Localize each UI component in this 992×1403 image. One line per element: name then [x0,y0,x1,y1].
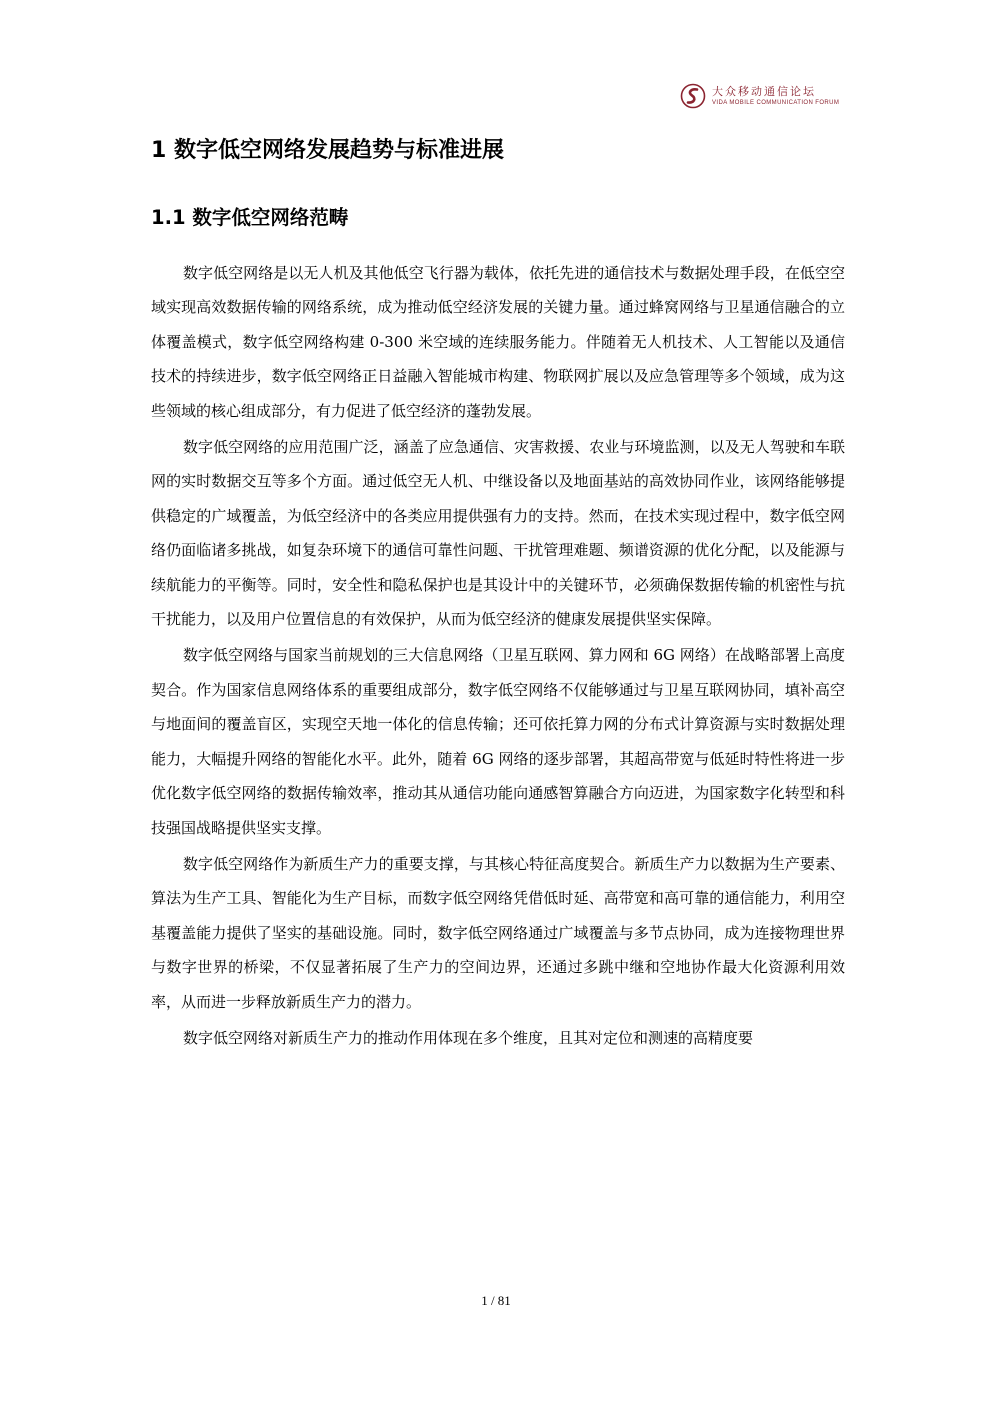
section-title: 1.1 数字低空网络范畴 [151,206,349,229]
logo-text [712,86,839,106]
paragraph-2: 数字低空网络的应用范围广泛，涵盖了应急通信、灾害救援、农业与环境监测，以及无人驾驶和车联网的实时数据交互等多个方面。通过低空无人机、中继设备以及地面基站的高效协同作业，该网络能够提供稳定的广域覆盖，为低空经济中的各类应用提供强有力的支持。然而，在技术实现过程中，数字低空网络仍面临诸多挑战，如复杂环境下的通信可靠性问题、干扰管理难题、频谱资源的优化分配，以及能源与续航能力的平衡等。同时，安全性和隐私保护也是其设计中的关键环节，必须确保数据传输的机密性与抗干扰能力，以及用户位置信息的有效保护，从而为低空经济的健康发展提供坚实保障。 [151,438,845,629]
chapter-title: 1 数字低空网络发展趋势与标准进展 [151,138,504,163]
forum-logo-icon [680,83,706,109]
body-text [151,256,845,1057]
header-logo [680,80,850,112]
paragraph-1: 数字低空网络是以无人机及其他低空飞行器为载体，依托先进的通信技术与数据处理手段，在低空空域实现高效数据传输的网络系统，成为推动低空经济发展的关键力量。通过蜂窝网络与卫星通信融合的立体覆盖模式，数字低空网络构建 0-300 米空域的连续服务能力。伴随着无人机技术、人工智能以及通信技术的持续进步，数字低空网络正日益融入智能城市构建、物联网扩展以及应急管理等多个领域，成为这些领域的核心组成部分，有力促进了低空经济的蓬勃发展。 [151,264,845,420]
paragraph-4: 数字低空网络作为新质生产力的重要支撑，与其核心特征高度契合。新质生产力以数据为生产要素、算法为生产工具、智能化为生产目标，而数字低空网络凭借低时延、高带宽和高可靠的通信能力，利用空基覆盖能力提供了坚实的基础设施。同时，数字低空网络通过广域覆盖与多节点协同，成为连接物理世界与数字世界的桥梁，不仅显著拓展了生产力的空间边界，还通过多跳中继和空地协作最大化资源利用效率，从而进一步释放新质生产力的潜力。 [151,854,845,1011]
paragraph-5: 数字低空网络对新质生产力的推动作用体现在多个维度，且其对定位和测速的高精度要 [183,1028,754,1047]
logo-chinese-name: 大众移动通信论坛 [712,85,816,98]
paragraph-3: 数字低空网络与国家当前规划的三大信息网络（卫星互联网、算力网和 6G 网络）在战略部署上高度契合。作为国家信息网络体系的重要组成部分，数字低空网络不仅能够通过与卫星互联网协同，填补高空与地面间的覆盖盲区，实现空天地一体化的信息传输；还可依托算力网的分布式计算资源与实时数据处理能力，大幅提升网络的智能化水平。此外，随着 6G 网络的逐步部署，其超高带宽与低延时特性将进一步优化数字低空网络的数据传输效率，推动其从通信功能向通感智算融合方向迈进，为国家数字化转型和科技强国战略提供坚实支撑。 [151,646,845,837]
logo-english-name: VIDA MOBILE COMMUNICATION FORUM [712,100,840,106]
page-number: 1 / 81 [481,1293,511,1308]
